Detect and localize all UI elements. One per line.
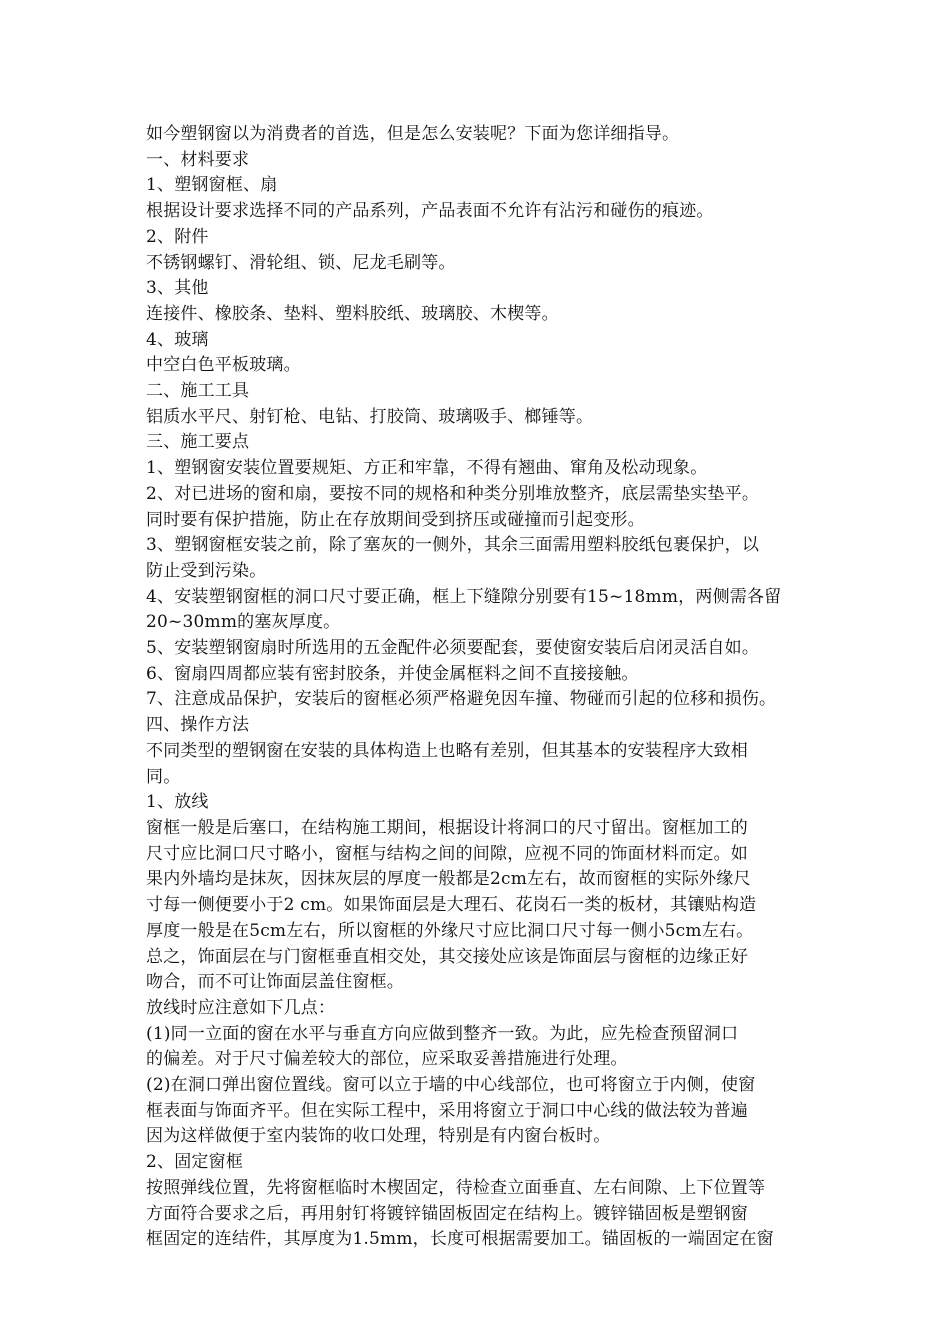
text-line: 3、塑钢窗框安装之前，除了塞灰的一侧外，其余三面需用塑料胶纸包裹保护，以	[146, 535, 760, 556]
text-line: 4、安装塑钢窗框的洞口尺寸要正确，框上下缝隙分别要有15~18mm，两侧需各留	[146, 586, 782, 607]
text-line: 1、放线	[146, 792, 209, 813]
text-line: 的偏差。对于尺寸偏差较大的部位，应采取妥善措施进行处理。	[146, 1049, 628, 1070]
text-line: 因为这样做便于室内装饰的收口处理，特别是有内窗台板时。	[146, 1126, 611, 1147]
text-line: 四、操作方法	[146, 715, 250, 736]
text-line: 不同类型的塑钢窗在安装的具体构造上也略有差别，但其基本的安装程序大致相	[146, 740, 748, 761]
document-body	[146, 122, 818, 1253]
text-line: 尺寸应比洞口尺寸略小，窗框与结构之间的间隙，应视不同的饰面材料而定。如	[146, 843, 748, 864]
text-line: 2、固定窗框	[146, 1152, 244, 1173]
text-line: 2、附件	[146, 226, 209, 247]
text-line: 防止受到污染。	[146, 560, 267, 581]
text-line: 1、塑钢窗框、扇	[146, 175, 278, 196]
text-line: (1)同一立面的窗在水平与垂直方向应做到整齐一致。为此，应先检查预留洞口	[146, 1023, 739, 1044]
text-line: 吻合，而不可让饰面层盖住窗框。	[146, 972, 404, 993]
text-line: 三、施工要点	[146, 432, 250, 453]
text-line: 同。	[146, 766, 181, 787]
text-line: 3、其他	[146, 278, 209, 299]
text-line: 连接件、橡胶条、垫料、塑料胶纸、玻璃胶、木楔等。	[146, 303, 559, 324]
text-line: 厚度一般是在5cm左右，所以窗框的外缘尺寸应比洞口尺寸每一侧小5cm左右。	[146, 920, 754, 941]
text-line: 按照弹线位置，先将窗框临时木楔固定，待检查立面垂直、左右间隙、上下位置等	[146, 1177, 766, 1198]
text-line: 窗框一般是后塞口，在结构施工期间，根据设计将洞口的尺寸留出。窗框加工的	[146, 817, 748, 838]
text-line: 寸每一侧便要小于2 cm。如果饰面层是大理石、花岗石一类的板材，其镶贴构造	[146, 895, 757, 916]
text-line: 铝质水平尺、射钉枪、电钻、打胶筒、玻璃吸手、榔锤等。	[146, 406, 594, 427]
text-line: 二、施工工具	[146, 381, 250, 402]
text-line: 4、玻璃	[146, 329, 209, 350]
text-line: 如今塑钢窗以为消费者的首选，但是怎么安装呢？下面为您详细指导。	[146, 124, 680, 144]
text-line: 5、安装塑钢窗扇时所选用的五金配件必须要配套，要使窗安装后启闭灵活自如。	[146, 638, 760, 659]
text-line: 同时要有保护措施，防止在存放期间受到挤压或碰撞而引起变形。	[146, 509, 645, 530]
text-line: 果内外墙均是抹灰，因抹灰层的厚度一般都是2cm左右，故而窗框的实际外缘尺	[146, 869, 751, 890]
text-line: 总之，饰面层在与门窗框垂直相交处，其交接处应该是饰面层与窗框的边缘正好	[146, 946, 748, 967]
text-line: 方面符合要求之后，再用射钉将镀锌锚固板固定在结构上。镀锌锚固板是塑钢窗	[146, 1203, 748, 1224]
text-line: 框表面与饰面齐平。但在实际工程中，采用将窗立于洞口中心线的做法较为普遍	[146, 1100, 748, 1121]
text-line: 不锈钢螺钉、滑轮组、锁、尼龙毛刷等。	[146, 252, 456, 273]
text-line: 2、对已进场的窗和扇，要按不同的规格和种类分别堆放整齐，底层需垫实垫平。	[146, 483, 760, 504]
text-line: 7、注意成品保护，安装后的窗框必须严格避免因车撞、物碰而引起的位移和损伤。	[146, 689, 777, 710]
text-line: 6、窗扇四周都应装有密封胶条，并使金属框料之间不直接接触。	[146, 663, 639, 684]
text-line: 框固定的连结件，其厚度为1.5mm，长度可根据需要加工。锚固板的一端固定在窗	[146, 1229, 774, 1250]
text-line: 20~30mm的塞灰厚度。	[146, 612, 341, 633]
text-line: 一、材料要求	[146, 149, 250, 170]
text-line: 中空白色平板玻璃。	[146, 355, 301, 376]
text-line: 放线时应注意如下几点：	[146, 997, 336, 1018]
text-line: (2)在洞口弹出窗位置线。窗可以立于墙的中心线部位，也可将窗立于内侧，使窗	[146, 1075, 756, 1096]
text-line: 1、塑钢窗安装位置要规矩、方正和牢靠，不得有翘曲、窜角及松动现象。	[146, 458, 708, 479]
text-line: 根据设计要求选择不同的产品系列，产品表面不允许有沾污和碰伤的痕迹。	[146, 201, 714, 222]
